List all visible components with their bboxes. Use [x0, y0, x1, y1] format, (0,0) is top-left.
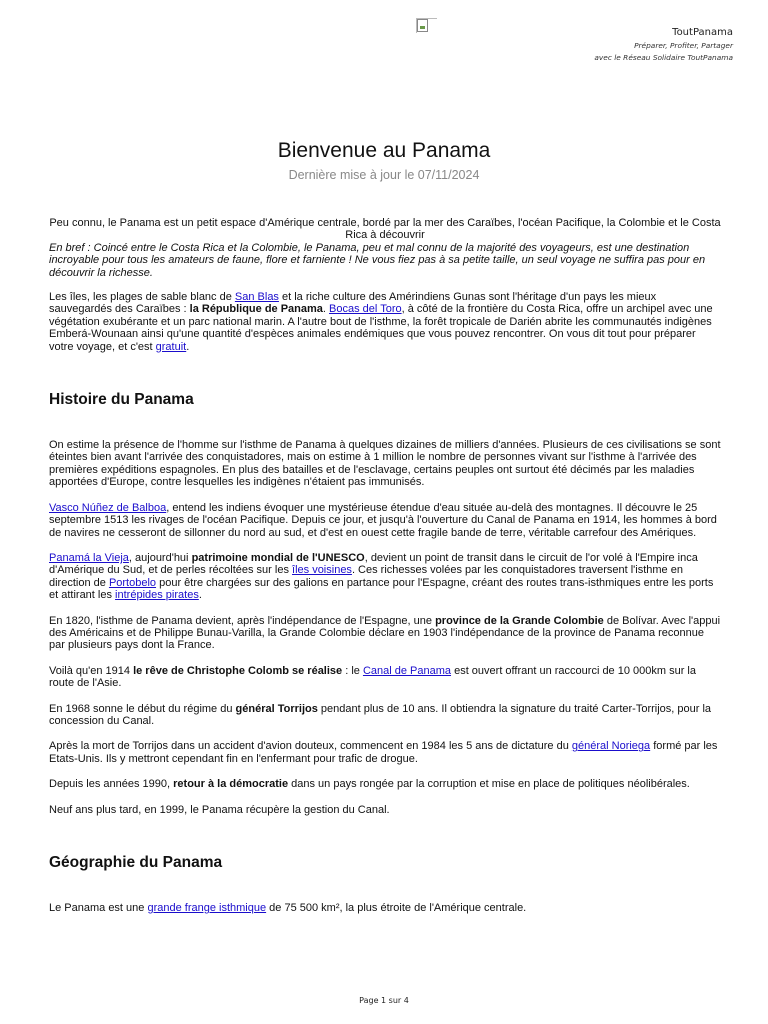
bold-text: patrimoine mondial de l'UNESCO	[191, 551, 365, 564]
page-number: Page 1 sur 4	[359, 996, 409, 1005]
paragraph-histoire-1: On estime la présence de l'homme sur l'isthme de Panama à quelques dizaines de milliers d'années. Plusieurs de ces civilisations se sont éteintes bien avant l'arrivée des conquistadores, mais on estime à 1 million le nombre de personnes vivant sur l'isthme à l'arrivée des premières expéditions espagnoles. En plus des batailles et de l'esclavage, certains peuples ont surtout été décimés par les maladies apportées d'Europe, contre lesquelles les indigènes n'étaient pas immunisés.	[49, 439, 721, 489]
paragraph-1990	[49, 778, 721, 790]
text: , entend les indiens évoquer une mystérieuse étendue d'eau située au-delà des montagnes. Il découvre le 25 septembre 1513 les rivages de l'océan Pacifique. Depuis ce jour, et jusqu'à l'ouverture du Canal de Panama en 1914, les hommes à bord de navires ne cesseront de sillonner du nord au sud, et d'est en ouest cette fragile bande de terre, véritable carrefour des Amériques.	[49, 501, 717, 539]
text: , devient un point de transit dans le circuit de l'or volé à l'Empire inca d'Amérique du Sud, et de perles récoltées sur les	[49, 551, 698, 577]
text: Après la mort de Torrijos dans un accident d'avion douteux, commencent en 1984 les 5 ans de dictature du	[49, 740, 572, 753]
text: , à côté de la frontière du Costa Rica, offre un archipel avec une végétation exubérante et un parc national marin. A l'autre bout de l'isthme, la forêt tropicale de Darién abrite les communautés indigènes Emberá-Wounaan ainsi qu'une quantité d'espèces animales endémiques que vous pouvez rencontrer. On vous dit tout pour préparer votre voyage, et c'est	[49, 303, 713, 353]
heading-geographie: Géographie du Panama	[49, 854, 223, 871]
link-general-noriega[interactable]: général Noriega	[571, 740, 651, 753]
paragraph-noriega	[49, 740, 721, 765]
text: et la riche culture des Amérindiens Gunas sont l'héritage d'un pays les mieux sauvegardés des Caraïbes :	[49, 291, 657, 316]
text: Le Panama est une	[49, 902, 148, 914]
bold-text: province de la Grande Colombie	[435, 614, 604, 627]
heading-histoire: Histoire du Panama	[49, 391, 194, 409]
last-updated: Dernière mise à jour le 07/11/2024	[288, 168, 480, 182]
link-bocas-del-toro[interactable]: Bocas del Toro	[329, 303, 402, 316]
brand-tagline-network: avec le Réseau Solidaire ToutPanama	[594, 53, 733, 62]
text: .	[322, 303, 330, 316]
text: . Ces richesses volées par les conquistadores traversent l'isthme en direction de	[49, 564, 683, 589]
text: Les îles, les plages de sable blanc de	[49, 291, 235, 304]
link-canal-de-panama[interactable]: Canal de Panama	[362, 664, 452, 677]
text: En 1820, l'isthme de Panama devient, après l'indépendance de l'Espagne, une	[49, 614, 436, 627]
text: : le	[342, 664, 363, 677]
link-balboa[interactable]: Vasco Núñez de Balboa	[49, 501, 167, 514]
text: dans un pays rongée par la corruption et mise en place de politiques néolibérales.	[288, 778, 690, 791]
article-body	[49, 217, 721, 914]
bold-text: le rêve de Christophe Colomb se réalise	[133, 664, 343, 677]
text: de Bolívar. Avec l'appui des Américains et de Philippe Bunau-Varilla, la Grande Colombie déclare en 1903 l'indépendance de la province de Panama reconnue par plusieurs pays dont la France.	[49, 614, 721, 652]
link-intrepides-pirates[interactable]: intrépides pirates	[115, 589, 199, 602]
brand-tagline: Préparer, Profiter, Partager	[634, 41, 733, 50]
paragraph-panama-vieja	[49, 552, 721, 602]
text: .	[186, 340, 190, 353]
link-iles-voisines[interactable]: îles voisines	[292, 564, 352, 577]
bold-text: retour à la démocratie	[173, 778, 289, 791]
text: est ouvert offrant un raccourci de 10 000km sur la route de l'Asie.	[49, 664, 696, 690]
link-san-blas[interactable]: San Blas	[234, 291, 279, 304]
link-portobelo[interactable]: Portobelo	[108, 576, 157, 589]
text: de 75 500 km², la plus étroite de l'Amérique centrale.	[266, 902, 527, 914]
summary-paragraph: En bref : Coincé entre le Costa Rica et la Colombie, le Panama, peu et mal connu de la majorité des voyageurs, est une destination incroyable pour tous les amateurs de faune, flore et farniente ! Ne vous fiez pas à sa petite taille, un seul voyage ne suffira pas pour en découvrir la richesse.	[49, 241, 706, 279]
paragraph-geographie-1	[49, 902, 721, 914]
brand-block	[594, 26, 733, 64]
paragraph-iles	[49, 291, 721, 353]
page-title: Bienvenue au Panama	[277, 139, 491, 162]
text: .	[198, 589, 202, 602]
broken-image-icon	[416, 18, 438, 34]
bold-text: général Torrijos	[235, 702, 318, 715]
paragraph-1820	[49, 615, 721, 652]
text: pendant plus de 10 ans. Il obtiendra la signature du traité Carter-Torrijos, pour la concession du Canal.	[49, 702, 712, 727]
link-gratuit[interactable]: gratuit	[155, 340, 187, 353]
text: En 1968 sonne le début du régime du	[49, 702, 236, 715]
paragraph-1914	[49, 665, 721, 690]
text: Voilà qu'en 1914	[49, 664, 134, 677]
link-panama-la-vieja[interactable]: Panamá la Vieja	[49, 551, 129, 564]
text: formé par les Etats-Unis. Ils y mettront cependant fin en l'enfermant pour trafic de drogue.	[49, 740, 718, 765]
text: Depuis les années 1990,	[49, 778, 174, 791]
paragraph-1968	[49, 703, 721, 728]
text: , aujourd'hui	[128, 551, 192, 564]
paragraph-1999: Neuf ans plus tard, en 1999, le Panama récupère la gestion du Canal.	[49, 803, 390, 816]
intro-paragraph: Peu connu, le Panama est un petit espace d'Amérique centrale, bordé par la mer des Caraïbes, l'océan Pacifique, la Colombie et le Costa Rica à découvrir	[49, 217, 721, 242]
brand-name: ToutPanama	[672, 27, 733, 38]
bold-text: la République de Panama	[189, 303, 323, 316]
link-grande-frange-isthmique[interactable]: grande frange isthmique	[147, 902, 267, 914]
paragraph-balboa	[49, 502, 721, 539]
text: pour être chargées sur des galions en partance pour l'Espagne, créant des routes trans-isthmiques entre les ports et attirant les	[49, 576, 714, 602]
